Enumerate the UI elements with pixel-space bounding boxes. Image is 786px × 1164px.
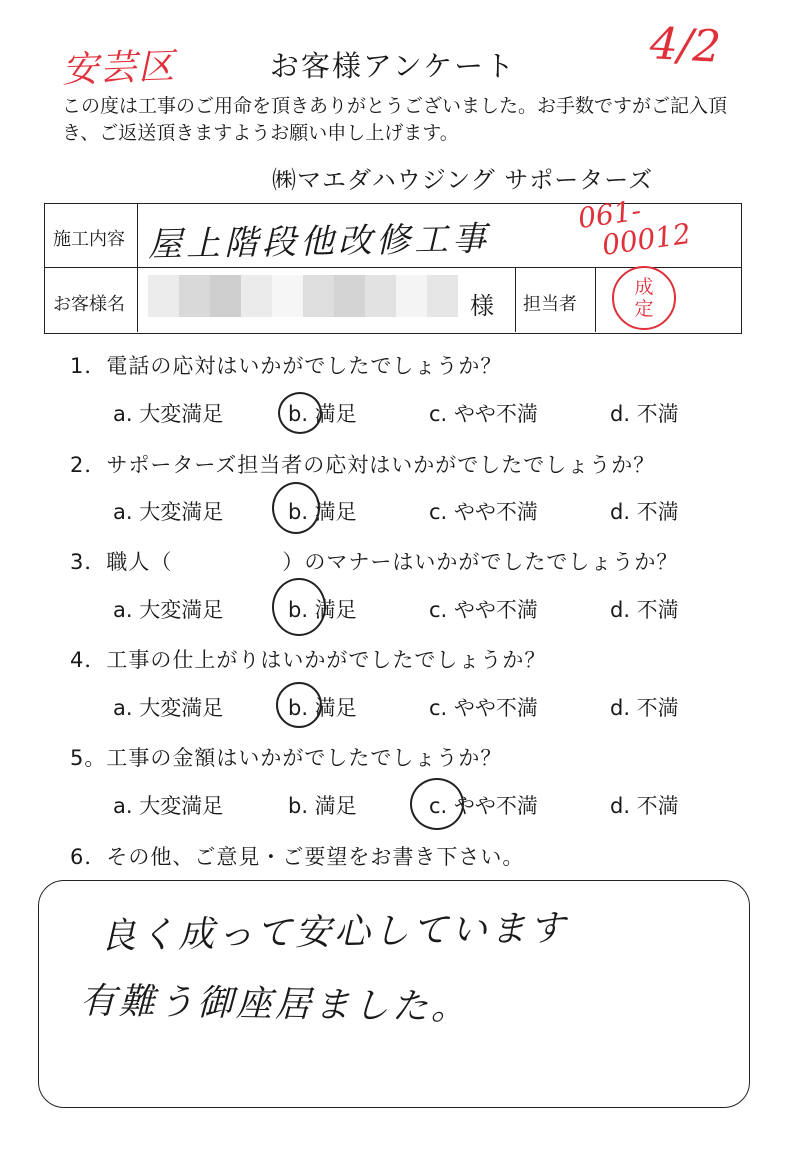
customer-suffix: 様 [470, 292, 494, 320]
staff-seal [612, 266, 676, 330]
table-divider [137, 204, 138, 332]
seal-char-2: 定 [634, 298, 654, 320]
option-a[interactable]: a. 大変満足 [113, 598, 224, 622]
option-b[interactable]: b. 満足 [288, 794, 357, 818]
answer-circle-q3 [272, 578, 326, 636]
staff-label: 担当者 [523, 294, 577, 315]
customer-label: お客様名 [53, 294, 125, 315]
option-a[interactable]: a. 大変満足 [113, 794, 224, 818]
option-c[interactable]: c. やや不満 [429, 696, 538, 720]
reference-number-line2: 00012 [600, 216, 693, 262]
options-q3 [113, 594, 733, 624]
option-d[interactable]: d. 不満 [610, 794, 679, 818]
option-c[interactable]: c. やや不満 [429, 402, 538, 426]
answer-circle-q4 [276, 682, 322, 728]
options-q4 [113, 692, 733, 722]
option-b[interactable]: b. 満足 [288, 696, 357, 720]
customer-name-redacted [148, 275, 458, 317]
company-name: ㈱マエダハウジング サポーターズ [272, 166, 654, 194]
question-5: 5。工事の金額はいかがでしたでしょうか？ [70, 746, 503, 770]
option-c[interactable]: c. やや不満 [429, 500, 538, 524]
question-3: 3．職人（ ）のマナーはいかがでしたでしょうか？ [70, 550, 679, 574]
work-content-value: 屋上階段他改修工事 [147, 219, 491, 265]
option-d[interactable]: d. 不満 [610, 402, 679, 426]
option-b[interactable]: b. 満足 [288, 598, 357, 622]
option-d[interactable]: d. 不満 [610, 598, 679, 622]
work-label: 施工内容 [53, 229, 125, 250]
seal-char-1: 成 [634, 276, 654, 298]
answer-circle-q2 [272, 482, 320, 534]
option-b[interactable]: b. 満足 [288, 402, 357, 426]
option-d[interactable]: d. 不満 [610, 696, 679, 720]
question-4: 4．工事の仕上がりはいかがでしたでしょうか？ [70, 648, 547, 672]
question-2: 2．サポーターズ担当者の応対はいかがでしたでしょうか？ [70, 453, 656, 477]
comment-line-1: 良く成って安心しています [99, 907, 569, 958]
question-1: 1．電話の応対はいかがでしたでしょうか？ [70, 354, 503, 378]
answer-circle-q5 [410, 778, 464, 830]
answer-circle-q1 [278, 392, 322, 434]
reference-number-line1: 061- [576, 193, 643, 236]
table-divider [595, 268, 596, 332]
option-a[interactable]: a. 大変満足 [113, 696, 224, 720]
option-a[interactable]: a. 大変満足 [113, 500, 224, 524]
option-a[interactable]: a. 大変満足 [113, 402, 224, 426]
option-b[interactable]: b. 満足 [288, 500, 357, 524]
options-q1 [113, 398, 733, 428]
table-divider [515, 268, 516, 332]
handwritten-date-note: 4/2 [648, 18, 723, 73]
option-d[interactable]: d. 不満 [610, 500, 679, 524]
option-c[interactable]: c. やや不満 [429, 794, 538, 818]
option-c[interactable]: c. やや不満 [429, 598, 538, 622]
options-q2 [113, 496, 733, 526]
question-6: 6．その他、ご意見・ご要望をお書き下さい。 [70, 845, 525, 869]
handwritten-area-note: 安芸区 [61, 46, 177, 91]
page-title: お客様アンケート [269, 49, 517, 83]
comment-line-2: 有難う御座居ました。 [79, 980, 471, 1029]
intro-text: この度は工事のご用命を頂きありがとうございました。お手数ですがご記入頂き、ご返送頂きますようお願い申し上げます。 [62, 95, 728, 144]
